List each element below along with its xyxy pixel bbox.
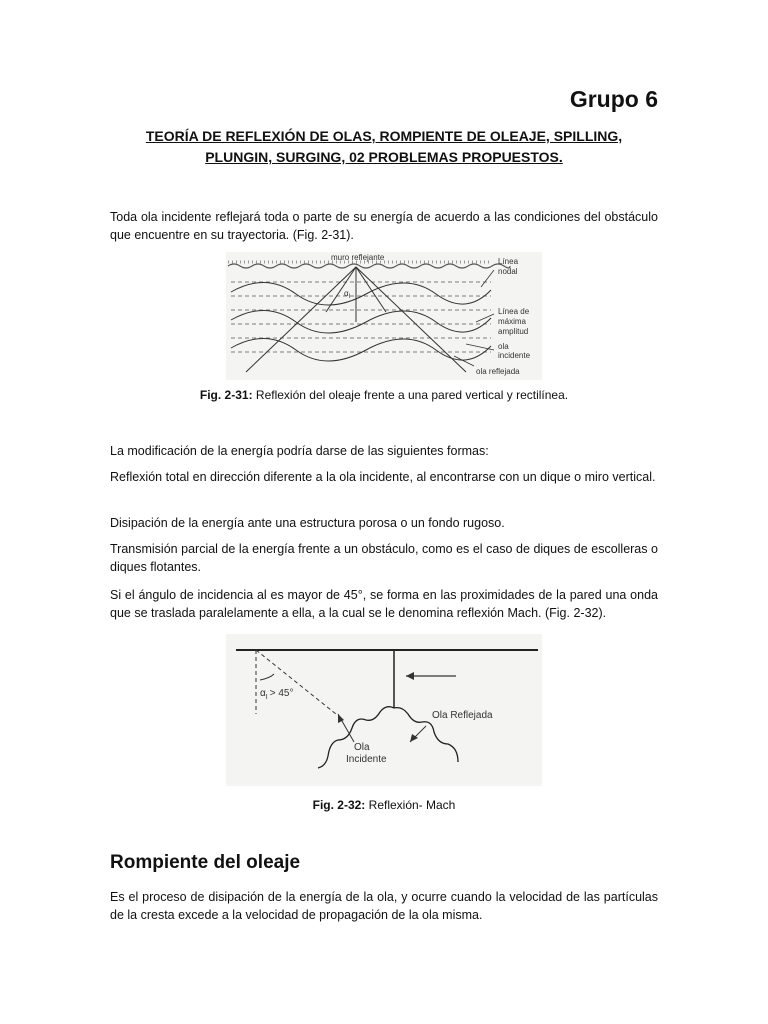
max-label-3: amplitud [498,327,529,336]
section-heading: Rompiente del oleaje [110,852,301,873]
nodal-label-2: nodal [498,267,518,276]
body-paragraph-4: Transmisión parcial de la energía frente a un obstáculo, como es el caso de diques de escolleras o diques flotantes. [110,542,658,574]
group-label: Grupo 6 [569,86,658,112]
figure-2-31-caption-text: Reflexión del oleaje frente a una pared vertical y rectilínea. [252,388,569,402]
reflected-label: ola reflejada [476,367,520,376]
figure-2-32-caption-text: Reflexión- Mach [365,798,456,812]
mach-reflection-diagram [226,634,542,786]
body-paragraph-5: Si el ángulo de incidencia al es mayor de 45°, se forma en las proximidades de la pared una onda que se traslada paralelamente a ella, a la cual se le denomina reflexión Mach. (Fig. 2-32). [110,588,658,620]
incidence-line [256,650,336,714]
nodal-lines [231,282,491,352]
nodal-label-1: Línea [498,257,519,266]
figure-2-31-caption-number: Fig. 2-31: [199,388,253,402]
angle-label: $\alpha_I > 45^\circ$ [260,688,294,701]
wave-crests [231,267,491,372]
intro-paragraph: Toda ola incidente reflejará toda o parte de su energía de acuerdo a las condiciones del obstáculo que encuentre en su trayectoria. (Fig. 2-31). [110,210,658,242]
max-label-1: Línea de [498,307,530,316]
wave-reflection-diagram [226,252,542,380]
incident-arrowhead [338,714,344,723]
body-paragraph-2: Reflexión total en dirección diferente a la ola incidente, al encontrarse con un dique o miro vertical. [110,470,656,484]
incident-label-2: Incidente [346,754,387,765]
wall-label: muro reflejante [331,253,385,262]
alpha-label: $\alpha_I$ [344,289,351,300]
figure-2-31 [226,252,542,380]
title-line-1: TEORÍA DE REFLEXIÓN DE OLAS, ROMPIENTE DE OLEAJE, SPILLING, [145,128,623,144]
body-paragraph-1: La modificación de la energía podría darse de las siguientes formas: [110,444,489,458]
incident-label-1: Ola [354,742,370,753]
angle-arc [260,674,274,680]
incident-label-2: incidente [498,351,531,360]
figure-2-32-caption-number: Fig. 2-32: [312,798,366,812]
reflected-label: Ola Reflejada [432,710,493,721]
figure-2-31-caption [110,388,658,402]
body-paragraph-3: Disipación de la energía ante una estructura porosa o un fondo rugoso. [110,516,505,530]
figure-2-32 [226,634,542,786]
travel-arrowhead [406,672,414,680]
max-label-2: máxima [498,317,527,326]
section-paragraph: Es el proceso de disipación de la energía de la ola, y ocurre cuando la velocidad de las partículas de la cresta excede a la velocidad de propagación de la ola misma. [110,890,658,922]
wall-line [228,264,510,268]
figure-2-32-caption [110,798,658,812]
title-line-2: PLUNGIN, SURGING, 02 PROBLEMAS PROPUESTOS. [205,149,563,165]
incident-label-1: ola [498,342,509,351]
label-arrows [454,270,494,366]
page-title [110,126,658,168]
